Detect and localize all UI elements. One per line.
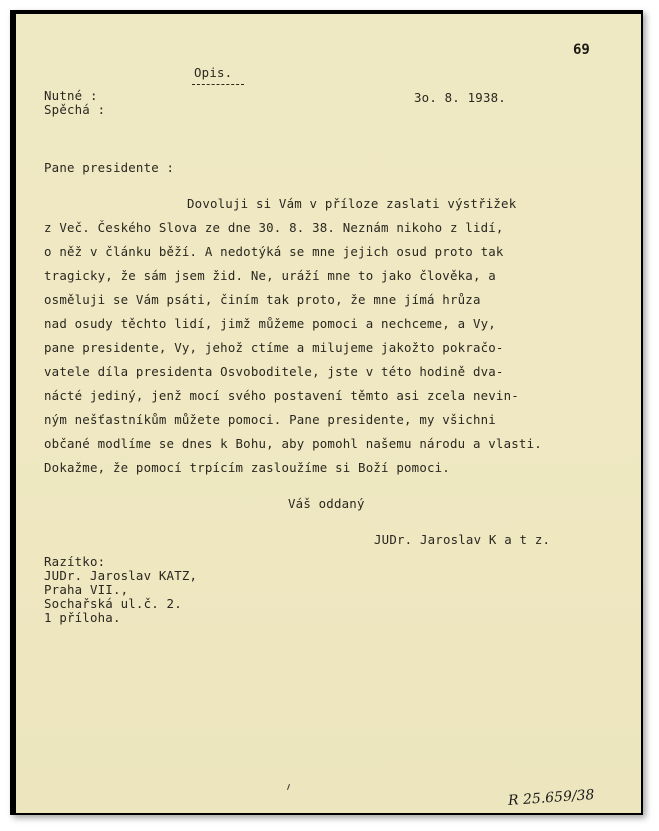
urgency-note-hurry: Spěchá : bbox=[44, 102, 106, 117]
body-line: osměluji se Vám psáti, činím tak proto, že mne jímá hrůza bbox=[44, 292, 481, 307]
signature-line: JUDr. Jaroslav K a t z. bbox=[374, 532, 551, 547]
body-line: z Več. Českého Slova ze dne 30. 8. 38. Neznám nikoho z lidí, bbox=[44, 220, 504, 235]
page-number: 69 bbox=[573, 42, 590, 58]
body-line: o něž v článku běží. A nedotýká se mne jejich osud proto tak bbox=[44, 244, 504, 259]
body-line: ným nešťastníkům můžete pomoci. Pane presidente, my všichni bbox=[44, 412, 496, 427]
pencil-mark bbox=[287, 784, 290, 790]
body-line: tragicky, že sám jsem žid. Ne, uráží mne to jako člověka, a bbox=[44, 268, 496, 283]
salutation: Pane presidente : bbox=[44, 160, 175, 175]
copy-heading: Opis. bbox=[194, 65, 233, 80]
closing-phrase: Váš oddaný bbox=[288, 496, 365, 511]
stamp-label: Razítko: bbox=[44, 554, 106, 569]
attachment-note: 1 příloha. bbox=[44, 610, 121, 625]
stamp-street: Sochařská ul.č. 2. bbox=[44, 596, 182, 611]
copy-heading-underline bbox=[192, 84, 244, 85]
stamp-name: JUDr. Jaroslav KATZ, bbox=[44, 568, 198, 583]
body-line: Dokažme, že pomocí trpícím zasloužíme si Boží pomoci. bbox=[44, 460, 450, 475]
typewritten-letter-page bbox=[16, 14, 641, 813]
body-line: občané modlíme se dnes k Bohu, aby pomohl našemu národu a vlasti. bbox=[44, 436, 542, 451]
body-line: pane presidente, Vy, jehož ctíme a milujeme jakožto pokračo- bbox=[44, 340, 504, 355]
body-line: Dovoluji si Vám v příloze zaslati výstřižek bbox=[187, 196, 517, 211]
urgency-note-urgent: Nutné : bbox=[44, 88, 98, 103]
stamp-city: Praha VII., bbox=[44, 582, 129, 597]
body-line: nad osudy těchto lidí, jimž můžeme pomoci a nechceme, a Vy, bbox=[44, 316, 496, 331]
archive-reference-handwritten: R 25.659/38 bbox=[507, 787, 595, 809]
body-line: vatele díla presidenta Osvoboditele, jste v této hodině dva- bbox=[44, 364, 504, 379]
letter-date: 3o. 8. 1938. bbox=[414, 90, 506, 105]
body-line: nácté jediný, jenž mocí svého postavení těmto asi zcela nevin- bbox=[44, 388, 519, 403]
